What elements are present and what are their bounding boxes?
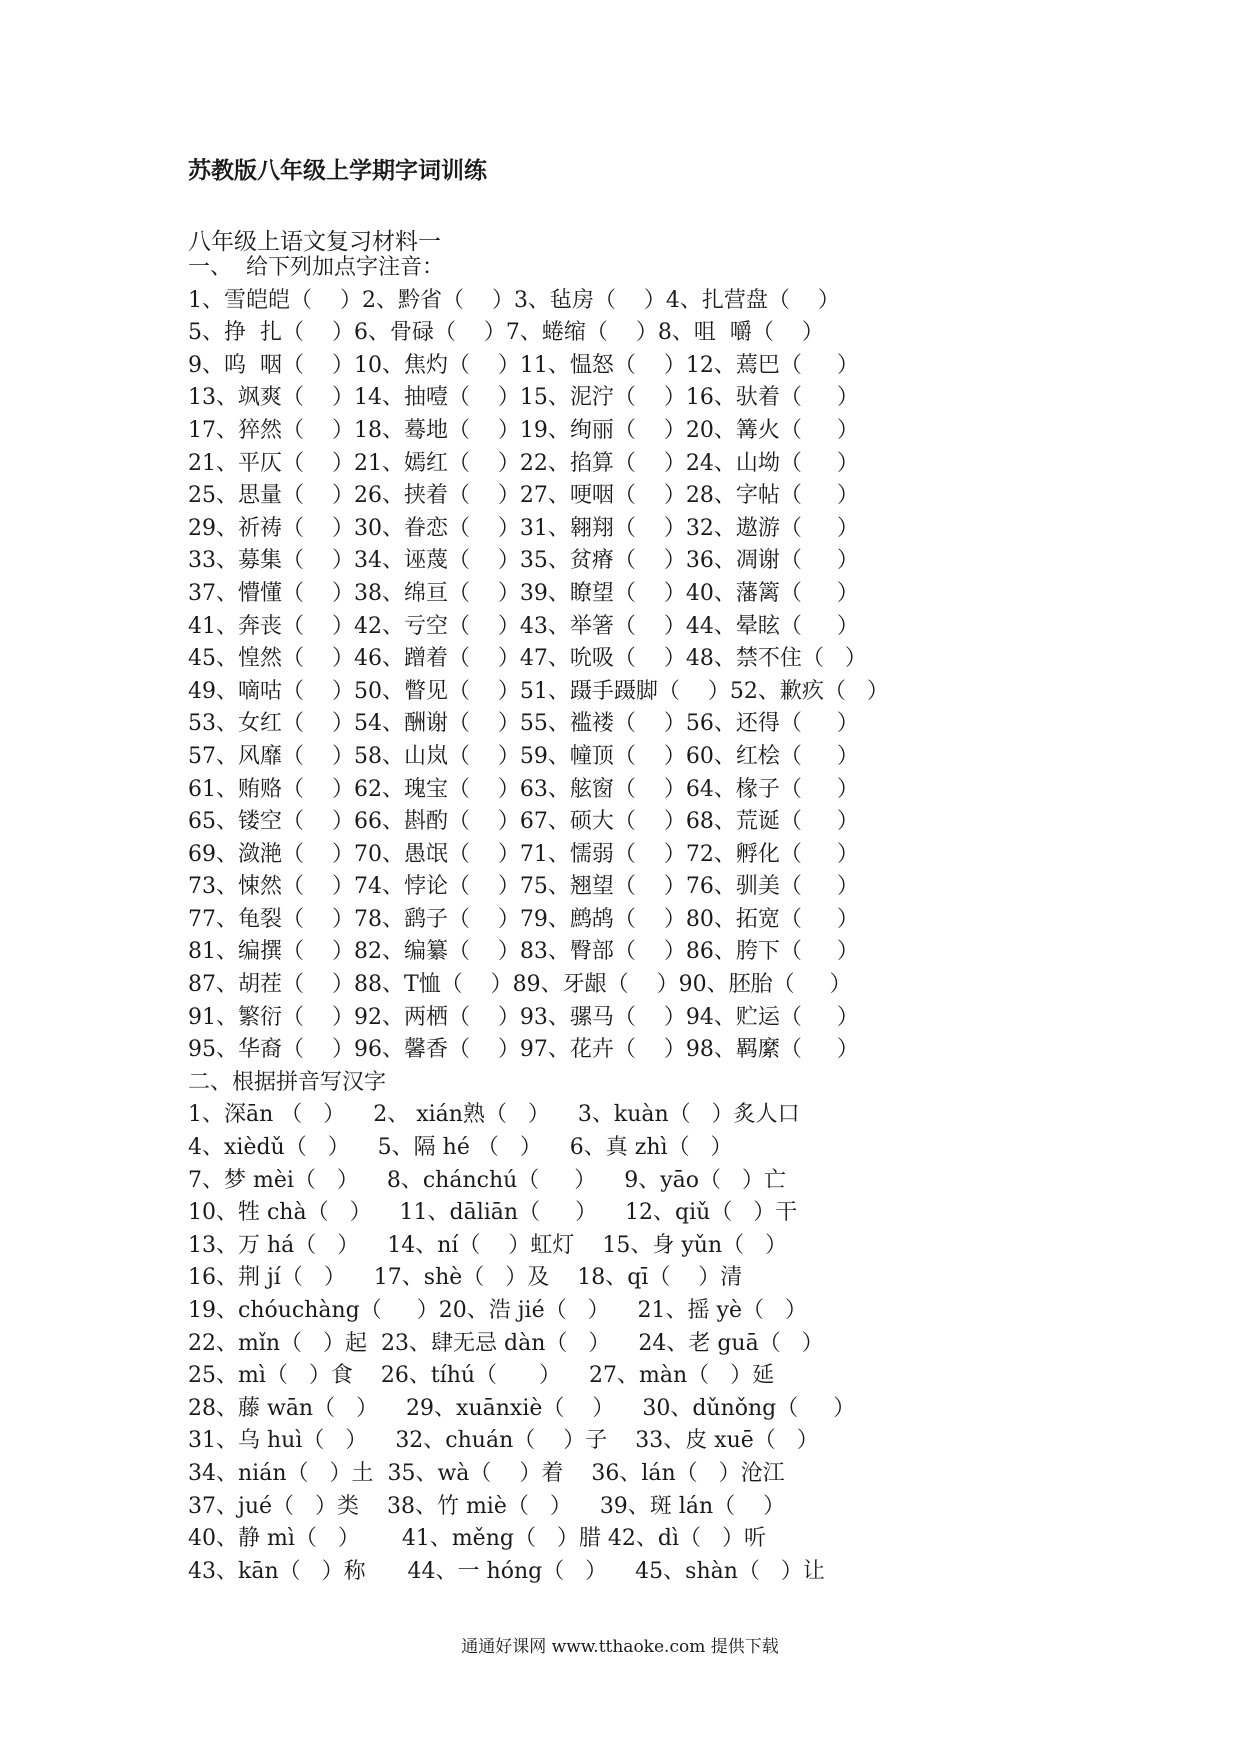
exercise-line: 77、龟裂（ ）78、鹞子（ ）79、鹧鸪（ ）80、拓宽（ ）	[188, 906, 859, 932]
exercise-line: 61、贿赂（ ）62、瑰宝（ ）63、舷窗（ ）64、椽子（ ）	[188, 776, 859, 802]
exercise-line: 5、挣 扎（ ）6、骨碌（ ）7、蜷缩（ ）8、咀 嚼（ ）	[188, 320, 824, 346]
document-title: 苏教版八年级上学期字词训练	[188, 157, 487, 184]
exercise-line: 87、胡茬（ ）88、T恤（ ）89、牙龈（ ）90、胚胎（ ）	[188, 972, 852, 998]
exercise-line: 49、嘀咕（ ）50、瞥见（ ）51、蹑手蹑脚（ ）52、歉疚（ ）	[188, 678, 889, 704]
exercise-line: 37、jué（ ）类 38、竹 miè（ ） 39、斑 lán（ ）	[188, 1493, 786, 1519]
exercise-line: 13、万 há（ ） 14、ní（ ）虹灯 15、身 yǔn（ ）	[188, 1232, 788, 1258]
exercise-line: 91、繁衍（ ）92、两栖（ ）93、骡马（ ）94、贮运（ ）	[188, 1004, 859, 1030]
footer-credit: 通通好课网 www.tthaoke.com 提供下载	[461, 1637, 779, 1657]
exercise-line: 1、雪皑皑（ ）2、黔省（ ）3、毡房（ ）4、扎营盘（ ）	[188, 287, 840, 313]
exercise-line: 25、mì（ ）食 26、tíhú（ ） 27、màn（ ）延	[188, 1363, 775, 1389]
exercise-line: 17、猝然（ ）18、蓦地（ ）19、绚丽（ ）20、篝火（ ）	[188, 417, 859, 443]
exercise-line: 9、呜 咽（ ）10、焦灼（ ）11、愠怒（ ）12、蔫巴（ ）	[188, 352, 859, 378]
document-subtitle: 八年级上语文复习材料一	[188, 229, 441, 255]
exercise-line: 29、祈祷（ ）30、眷恋（ ）31、翱翔（ ）32、遨游（ ）	[188, 515, 859, 541]
exercise-line: 一、 给下列加点字注音：	[188, 255, 444, 280]
exercise-line: 二、根据拼音写汉字	[188, 1069, 387, 1095]
exercise-line: 43、kān（ ）称 44、一 hóng（ ） 45、shàn（ ）让	[188, 1558, 825, 1584]
exercise-line: 33、募集（ ）34、诬蔑（ ）35、贫瘠（ ）36、凋谢（ ）	[188, 548, 859, 574]
exercise-line: 57、风靡（ ）58、山岚（ ）59、幢顶（ ）60、红桧（ ）	[188, 743, 859, 769]
exercise-line: 45、惶然（ ）46、蹭着（ ）47、吮吸（ ）48、禁不住（ ）	[188, 646, 867, 672]
exercise-line: 25、思量（ ）26、挟着（ ）27、哽咽（ ）28、字帖（ ）	[188, 483, 859, 509]
exercise-line: 65、镂空（ ）66、斟酌（ ）67、硕大（ ）68、荒诞（ ）	[188, 809, 859, 835]
exercise-line: 31、乌 huì（ ） 32、chuán（ ）子 33、皮 xuē（ ）	[188, 1428, 819, 1454]
exercise-line: 4、xièdǔ（ ） 5、隔 hé （ ） 6、真 zhì（ ）	[188, 1135, 733, 1161]
exercise-line: 1、深ān （ ） 2、 xián熟（ ） 3、kuàn（ ）炙人口	[188, 1102, 800, 1128]
exercise-line: 21、平仄（ ）21、嫣红（ ）22、掐算（ ）24、山坳（ ）	[188, 450, 859, 476]
exercise-line: 13、飒爽（ ）14、抽噎（ ）15、泥泞（ ）16、驮着（ ）	[188, 385, 859, 411]
exercise-line: 81、编撰（ ）82、编纂（ ）83、臀部（ ）86、胯下（ ）	[188, 939, 859, 965]
exercise-line: 19、chóuchàng（ ）20、浩 jié（ ） 21、摇 yè（ ）	[188, 1298, 807, 1323]
exercise-line: 16、荆 jí（ ） 17、shè（ ）及 18、qī（ ）清	[188, 1265, 743, 1291]
exercise-lines	[188, 252, 889, 1588]
exercise-line: 37、懵懂（ ）38、绵亘（ ）39、瞭望（ ）40、藩篱（ ）	[188, 580, 859, 606]
exercise-line: 73、悚然（ ）74、悖论（ ）75、翘望（ ）76、驯美（ ）	[188, 874, 859, 900]
exercise-line: 10、牲 chà（ ） 11、dāliān（ ） 12、qiǔ（ ）干	[188, 1200, 798, 1226]
exercise-line: 7、梦 mèi（ ） 8、chánchú（ ） 9、yāo（ ）亡	[188, 1167, 786, 1193]
exercise-line: 53、女红（ ）54、酬谢（ ）55、褴褛（ ）56、还得（ ）	[188, 711, 859, 737]
exercise-line: 34、nián（ ）土 35、wà（ ）着 36、lán（ ）沧江	[188, 1460, 785, 1486]
exercise-line: 22、mǐn（ ）起 23、肆无忌 dàn（ ） 24、老 guā（ ）	[188, 1330, 824, 1356]
exercise-line: 28、藤 wān（ ） 29、xuānxiè（ ） 30、dǔnǒng（ ）	[188, 1395, 856, 1421]
exercise-line: 41、奔丧（ ）42、亏空（ ）43、举箸（ ）44、晕眩（ ）	[188, 613, 859, 639]
exercise-line: 69、潋滟（ ）70、愚氓（ ）71、懦弱（ ）72、孵化（ ）	[188, 841, 859, 867]
exercise-line: 40、静 mì（ ） 41、měng（ ）腊 42、dì（ ）听	[188, 1526, 767, 1552]
exercise-line: 95、华裔（ ）96、馨香（ ）97、花卉（ ）98、羁縻（ ）	[188, 1037, 859, 1063]
